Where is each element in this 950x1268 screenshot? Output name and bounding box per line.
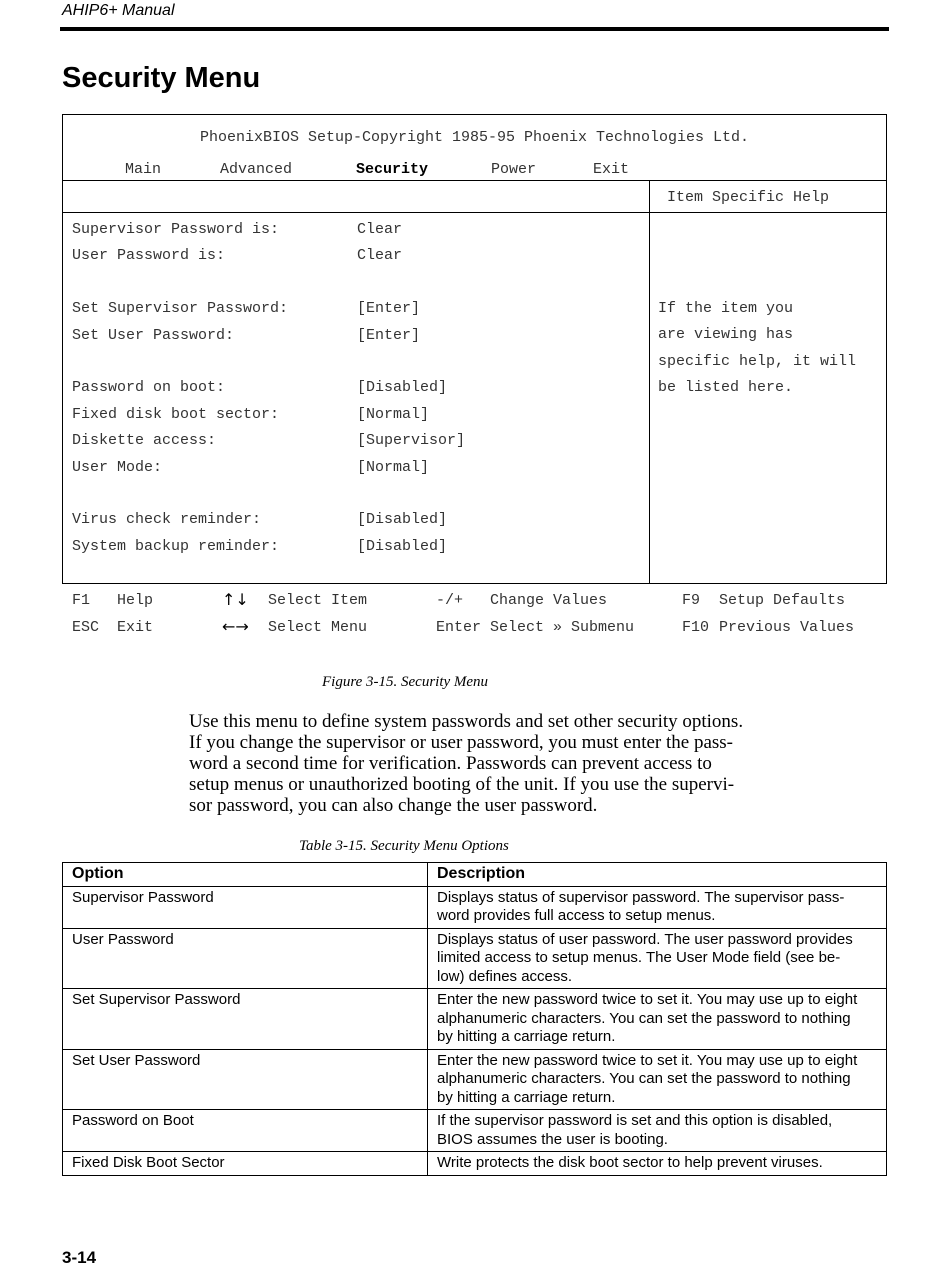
setting-row-user-mode[interactable] bbox=[72, 459, 642, 485]
left-right-arrows-icon: ←→ bbox=[222, 617, 249, 636]
legend-action: Change Values bbox=[490, 592, 608, 609]
help-line: If the item you bbox=[658, 300, 794, 317]
security-options-table bbox=[62, 862, 887, 1176]
description-line: If the supervisor password is set and this option is disabled, bbox=[437, 1112, 833, 1129]
description-cell bbox=[428, 1152, 887, 1176]
description-cell bbox=[428, 886, 887, 928]
description-line: alphanumeric characters. You can set the password to nothing bbox=[437, 1070, 851, 1087]
setting-row-password-on-boot[interactable] bbox=[72, 379, 642, 405]
legend-action: Select Menu bbox=[268, 619, 368, 636]
legend-action: Select » Submenu bbox=[490, 619, 635, 636]
legend-action: Exit bbox=[117, 619, 154, 636]
table-row bbox=[63, 928, 887, 989]
page-number: 3-14 bbox=[62, 1248, 97, 1267]
description-line: Enter the new password twice to set it. You may use up to eight bbox=[437, 991, 858, 1008]
setting-value[interactable]: [Disabled] bbox=[357, 379, 448, 397]
help-line: specific help, it will bbox=[658, 352, 857, 370]
table-row bbox=[63, 886, 887, 928]
setting-label: Set User Password: bbox=[72, 326, 235, 344]
table-row bbox=[63, 989, 887, 1050]
option-cell: Password on Boot bbox=[63, 1110, 428, 1152]
setting-label: User Mode: bbox=[72, 458, 163, 476]
setting-value: Clear bbox=[357, 221, 403, 238]
body-line: word a second time for verification. Passwords can prevent access to bbox=[189, 753, 712, 774]
table-row bbox=[63, 1049, 887, 1110]
setting-label: System backup reminder: bbox=[72, 537, 280, 555]
option-cell: Supervisor Password bbox=[63, 886, 428, 928]
description-line: limited access to setup menus. The User Mode field (see be- bbox=[437, 949, 841, 966]
setting-label: Password on boot: bbox=[72, 379, 226, 397]
bios-help-divider bbox=[649, 180, 650, 583]
description-line: Write protects the disk boot sector to help prevent viruses. bbox=[437, 1154, 823, 1171]
description-line: Displays status of supervisor password. The supervisor pass- bbox=[437, 888, 845, 906]
bios-copyright: PhoenixBIOS Setup-Copyright 1985-95 Phoenix Technologies Ltd. bbox=[199, 129, 750, 146]
table-header-row bbox=[63, 863, 887, 887]
legend-action: Previous Values bbox=[719, 619, 855, 636]
setting-value: Clear bbox=[357, 247, 403, 265]
description-line: BIOS assumes the user is booting. bbox=[437, 1130, 668, 1148]
setting-row-set-supervisor-password[interactable] bbox=[72, 300, 642, 326]
setting-row-system-backup-reminder[interactable] bbox=[72, 538, 642, 564]
setting-row-fixed-disk-boot-sector[interactable] bbox=[72, 406, 642, 432]
setting-value[interactable]: [Normal] bbox=[357, 458, 430, 476]
description-line: by hitting a carriage return. bbox=[437, 1088, 616, 1106]
setting-label: User Password is: bbox=[72, 247, 226, 265]
option-cell: Set User Password bbox=[63, 1049, 428, 1110]
description-line: Displays status of user password. The user password provides bbox=[437, 930, 853, 948]
page-title: Security Menu bbox=[62, 62, 261, 94]
bios-setup-screen bbox=[62, 114, 887, 584]
description-line: word provides full access to setup menus. bbox=[437, 907, 716, 924]
setting-value[interactable]: [Supervisor] bbox=[357, 432, 466, 450]
setting-value[interactable]: [Enter] bbox=[357, 326, 421, 344]
body-line: setup menus or unauthorized booting of the unit. If you use the supervi- bbox=[189, 774, 735, 795]
legend-action: Setup Defaults bbox=[719, 592, 846, 609]
setting-row-supervisor-password-status bbox=[72, 221, 642, 247]
setting-value[interactable]: [Enter] bbox=[357, 300, 421, 318]
menu-tab-advanced[interactable]: Advanced bbox=[220, 161, 293, 178]
setting-label: Diskette access: bbox=[72, 432, 217, 450]
description-line: low) defines access. bbox=[437, 967, 573, 985]
table-row bbox=[63, 1110, 887, 1152]
setting-row-diskette-access[interactable] bbox=[72, 432, 642, 458]
description-cell bbox=[428, 1049, 887, 1110]
help-panel-title: Item Specific Help bbox=[667, 189, 830, 206]
up-down-arrows-icon: ↑↓ bbox=[222, 590, 249, 609]
legend-action: Help bbox=[117, 592, 154, 609]
body-paragraph bbox=[189, 711, 769, 816]
setting-label: Set Supervisor Password: bbox=[72, 300, 289, 318]
figure-caption: Figure 3-15. Security Menu bbox=[322, 674, 489, 690]
setting-label: Supervisor Password is: bbox=[72, 221, 280, 238]
legend-key: F9 bbox=[682, 592, 701, 609]
setting-row-user-password-status bbox=[72, 247, 642, 273]
menu-tab-exit[interactable]: Exit bbox=[593, 161, 630, 178]
column-header-description: Description bbox=[428, 863, 887, 887]
description-cell bbox=[428, 928, 887, 989]
legend-key: F10 bbox=[682, 619, 710, 636]
body-line: If you change the supervisor or user password, you must enter the pass- bbox=[189, 732, 734, 753]
setting-value[interactable]: [Disabled] bbox=[357, 537, 448, 555]
table-row bbox=[63, 1152, 887, 1176]
option-cell: Fixed Disk Boot Sector bbox=[63, 1152, 428, 1176]
legend-key: Enter bbox=[436, 619, 482, 636]
setting-value[interactable]: [Disabled] bbox=[357, 511, 448, 529]
option-cell: Set Supervisor Password bbox=[63, 989, 428, 1050]
header-rule bbox=[60, 27, 889, 31]
menu-tab-main[interactable]: Main bbox=[125, 161, 162, 178]
setting-row-virus-check-reminder[interactable] bbox=[72, 511, 642, 537]
column-header-option: Option bbox=[63, 863, 428, 887]
description-line: Enter the new password twice to set it. You may use up to eight bbox=[437, 1051, 858, 1069]
bios-divider bbox=[63, 180, 886, 181]
menu-tab-power[interactable]: Power bbox=[491, 161, 537, 178]
legend-key: F1 bbox=[72, 592, 91, 609]
manual-title: AHIP6+ Manual bbox=[62, 2, 175, 19]
body-line: sor password, you can also change the user password. bbox=[189, 795, 598, 816]
description-line: by hitting a carriage return. bbox=[437, 1028, 616, 1045]
setting-label: Virus check reminder: bbox=[72, 511, 262, 529]
description-cell bbox=[428, 989, 887, 1050]
description-line: alphanumeric characters. You can set the password to nothing bbox=[437, 1009, 851, 1027]
legend-key: -/+ bbox=[436, 592, 464, 609]
menu-tab-security[interactable]: Security bbox=[356, 161, 429, 178]
help-line: are viewing has bbox=[658, 326, 794, 344]
bios-help-header-rule bbox=[63, 212, 886, 213]
help-panel-text bbox=[658, 300, 883, 406]
bios-settings-list bbox=[72, 221, 642, 564]
body-line: Use this menu to define system passwords and set other security options. bbox=[189, 711, 744, 732]
setting-value[interactable]: [Normal] bbox=[357, 405, 430, 423]
setting-label: Fixed disk boot sector: bbox=[72, 405, 280, 423]
legend-key: ESC bbox=[72, 619, 100, 636]
table-caption: Table 3-15. Security Menu Options bbox=[299, 838, 509, 854]
legend-action: Select Item bbox=[268, 592, 368, 609]
setting-row-set-user-password[interactable] bbox=[72, 327, 642, 353]
key-legend bbox=[62, 590, 885, 646]
description-cell bbox=[428, 1110, 887, 1152]
help-line: be listed here. bbox=[658, 379, 794, 397]
option-cell: User Password bbox=[63, 928, 428, 989]
